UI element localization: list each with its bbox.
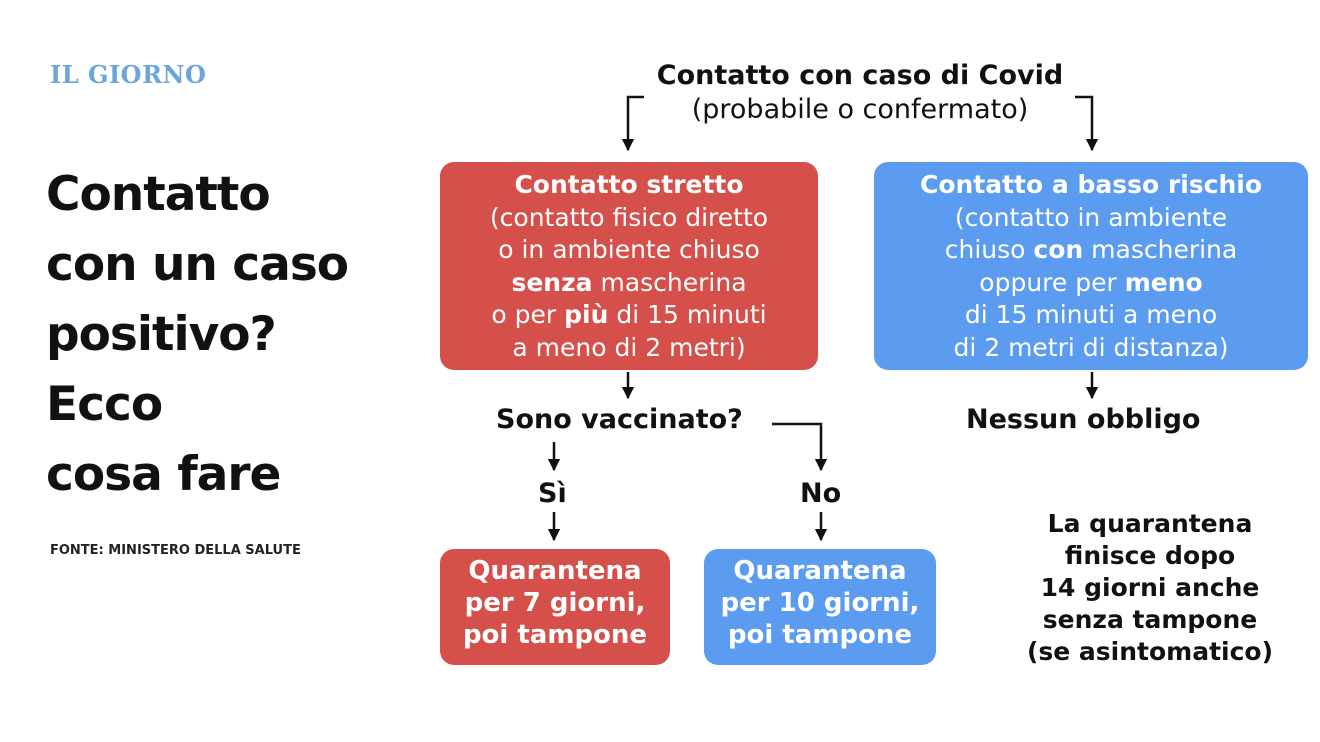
no-obligation-label: Nessun obbligo <box>966 404 1201 435</box>
quarantine-10-line: poi tampone <box>727 620 913 650</box>
note-line: (se asintomatico) <box>1026 637 1274 666</box>
top-node-title: Contatto con caso di Covid <box>656 60 1064 91</box>
quarantine-7-line: per 7 giorni, <box>464 588 646 618</box>
headline-line: positivo? <box>46 307 276 362</box>
connector-question-no <box>772 424 821 470</box>
yes-label: Sì <box>538 478 567 509</box>
logo: IL GIORNO <box>50 60 207 89</box>
close-contact-line: a meno di 2 metri) <box>512 332 746 362</box>
note-line: senza tampone <box>1042 605 1258 634</box>
quarantine-10-box <box>704 549 936 665</box>
low-risk-title: Contatto a basso rischio <box>919 170 1263 199</box>
low-risk-line: (contatto in ambiente <box>954 202 1228 232</box>
close-contact-line: o in ambiente chiuso <box>498 235 760 264</box>
low-risk-line: di 2 metri di distanza) <box>953 332 1229 362</box>
note-line: finisce dopo <box>1064 541 1236 570</box>
quarantine-7-line: poi tampone <box>462 620 648 650</box>
headline-line: Contatto <box>46 167 270 222</box>
low-risk-line: chiuso con mascherina <box>944 235 1238 264</box>
close-contact-line: (contatto fisico diretto <box>489 202 769 232</box>
quarantine-10-line: Quarantena <box>733 556 907 586</box>
headline-line: Ecco <box>46 377 163 432</box>
headline-line: con un caso <box>46 237 349 292</box>
vaccinated-question: Sono vaccinato? <box>496 404 743 435</box>
quarantine-7-box <box>440 549 670 665</box>
source-credit: FONTE: MINISTERO DELLA SALUTE <box>50 543 301 558</box>
top-node-subtitle: (probabile o confermato) <box>691 94 1029 125</box>
low-risk-line: oppure per meno <box>979 267 1203 297</box>
close-contact-title: Contatto stretto <box>514 170 744 199</box>
note-line: La quarantena <box>1047 509 1253 538</box>
close-contact-box <box>440 162 818 370</box>
headline-line: cosa fare <box>46 447 281 502</box>
close-contact-line: senza mascherina <box>511 267 747 297</box>
note-line: 14 giorni anche <box>1040 573 1260 602</box>
no-label: No <box>800 478 842 509</box>
low-risk-box <box>874 162 1308 370</box>
quarantine-7-line: Quarantena <box>468 556 642 586</box>
close-contact-line: o per più di 15 minuti <box>491 300 767 329</box>
low-risk-line: di 15 minuti a meno <box>964 300 1218 329</box>
quarantine-note <box>1000 508 1300 668</box>
quarantine-10-line: per 10 giorni, <box>720 588 920 618</box>
